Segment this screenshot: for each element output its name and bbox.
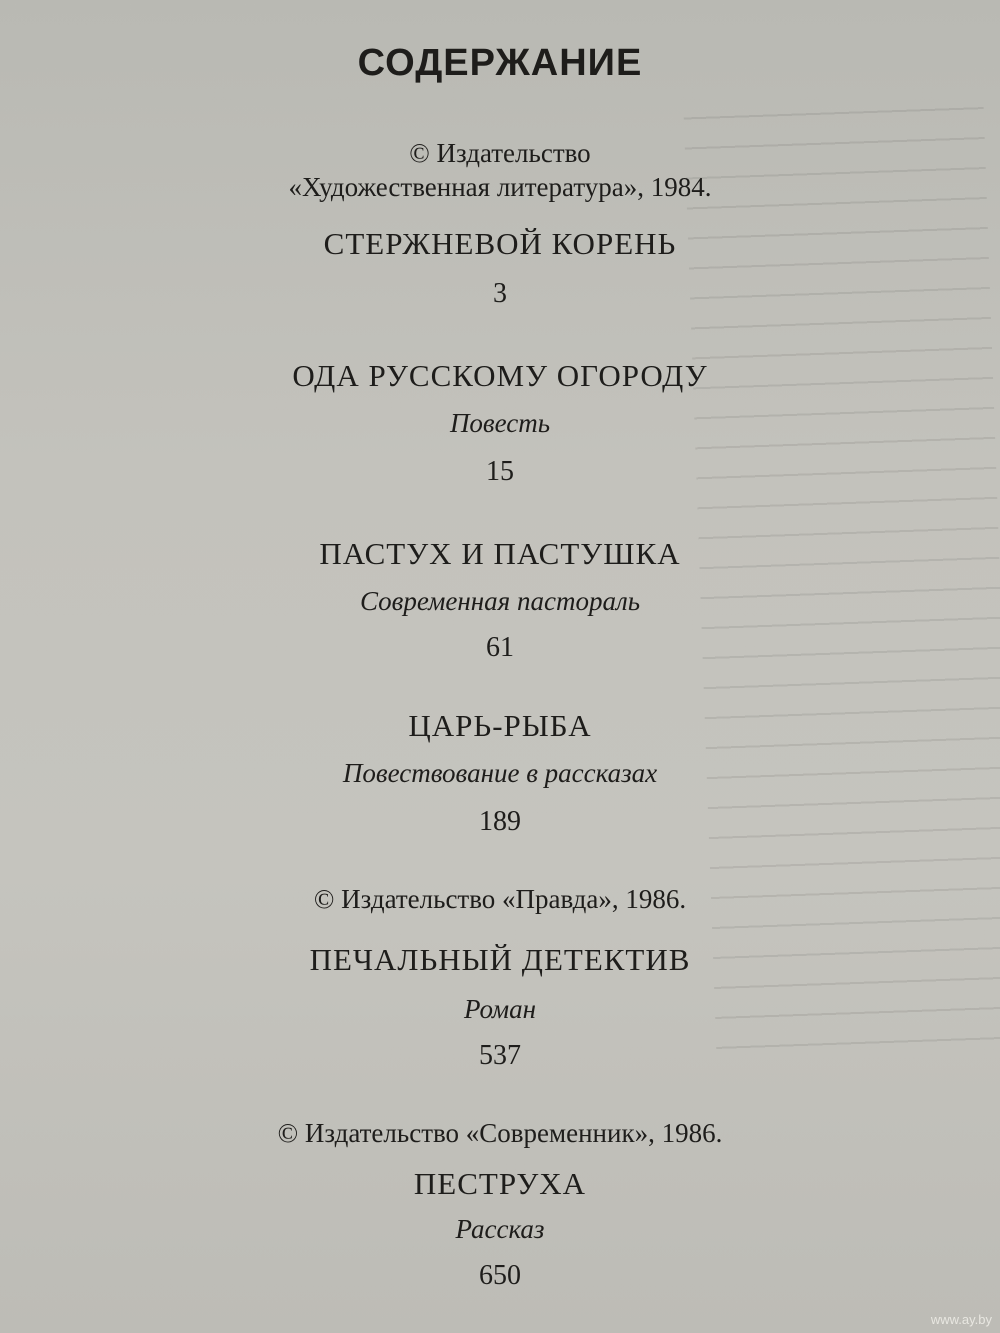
copyright-1-line2: «Художественная литература», 1984. [288,172,712,202]
entry-page-number: 537 [479,1040,521,1071]
entry-subtitle: Повествование в рассказах [342,758,658,788]
entry-page-number: 650 [479,1260,521,1291]
entry-subtitle: Повесть [449,408,551,438]
copyright-1-line1: © Издательство [409,138,591,168]
entry-page-number: 61 [486,632,514,663]
entry-title: СТЕРЖНЕВОЙ КОРЕНЬ [323,226,677,261]
copyright-2: © Издательство «Правда», 1986. [313,884,687,914]
entry-title: ОДА РУССКОМУ ОГОРОДУ [292,358,708,393]
entry-subtitle: Современная пастораль [359,586,641,616]
entry-title: ЦАРЬ-РЫБА [408,708,592,743]
page-heading: СОДЕРЖАНИЕ [357,42,643,84]
entry-subtitle: Рассказ [455,1214,545,1244]
entry-page-number: 15 [486,456,514,487]
entry-page-number: 189 [479,806,521,837]
entry-title: ПЕЧАЛЬНЫЙ ДЕТЕКТИВ [309,942,691,977]
entry-page-number: 3 [493,278,507,309]
entry-title: ПАСТУХ И ПАСТУШКА [319,536,681,571]
entry-subtitle: Роман [463,994,537,1024]
entry-title: ПЕСТРУХА [413,1166,587,1201]
site-watermark: www.ay.by [930,1312,992,1327]
copyright-3: © Издательство «Современник», 1986. [277,1118,723,1148]
